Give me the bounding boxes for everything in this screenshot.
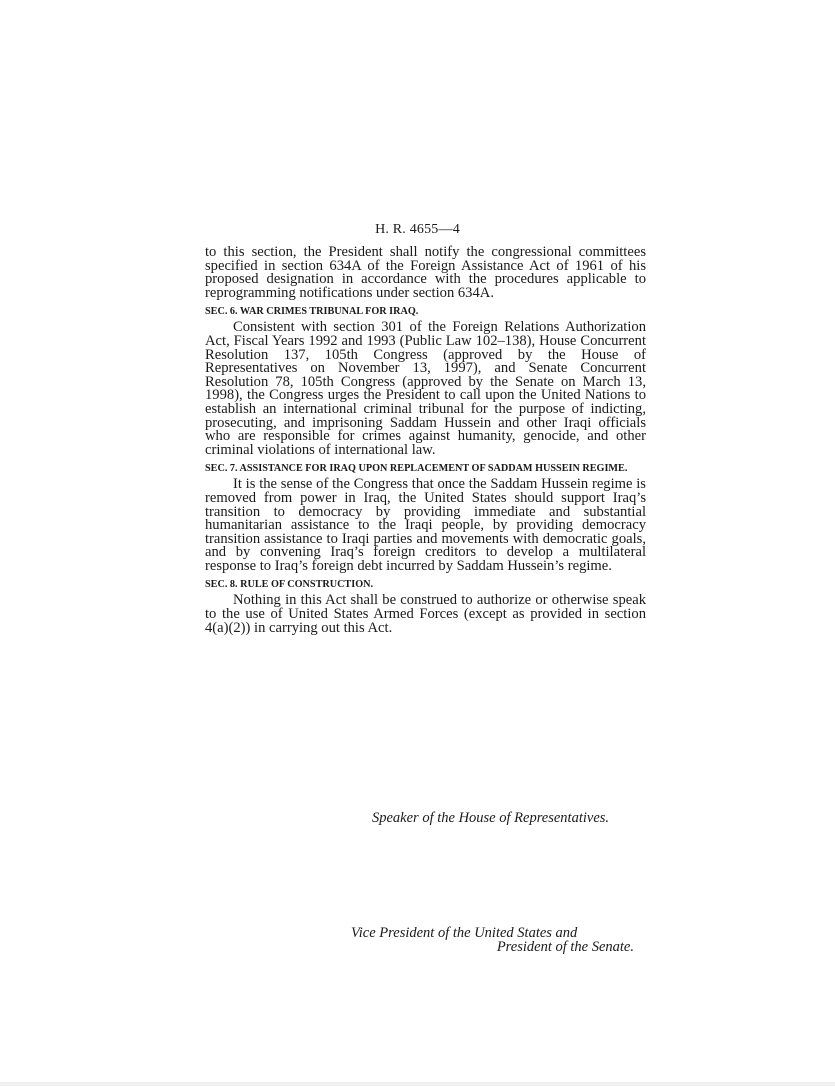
continuation-paragraph: to this section, the President shall notify the congressional committees specified in section 634A of the Foreign Assistance Act of 1961 of his proposed designation in accordance with the procedures applicable to reprogramming notifications under section 634A. <box>205 244 646 301</box>
vp-signature-line-1: Vice President of the United States and <box>351 925 578 941</box>
page-header: H. R. 4655—4 <box>375 222 460 237</box>
section-6-text: Consistent with section 301 of the Foreign Relations Authorization Act, Fiscal Years 1992 and 1993 (Public Law 102–138), House Concurrent Resolution 137, 105th Congress (approved by the House of Representatives on November 13, 1997), and Senate Concurrent Resolution 78, 105th Congress (approved by the Senate on March 13, 1998), the Congress urges the President to call upon the United Nations to establish an international criminal tribunal for the purpose of indicting, prosecuting, and imprisoning Saddam Hussein and other Iraqi officials who are responsible for crimes against humanity, genocide, and other criminal violations of international law. <box>205 319 646 458</box>
section-7-heading: SEC. 7. ASSISTANCE FOR IRAQ UPON REPLACEMENT OF SADDAM HUSSEIN REGIME. <box>205 463 628 475</box>
section-6-heading: SEC. 6. WAR CRIMES TRIBUNAL FOR IRAQ. <box>205 306 419 318</box>
vice-president-signature-block <box>351 926 634 954</box>
page-bottom-edge <box>0 1082 835 1086</box>
vp-signature-line-2: President of the Senate. <box>496 939 634 955</box>
section-7-text: It is the sense of the Congress that once the Saddam Hussein regime is removed from power in Iraq, the United States should support Iraq’s transition to democracy by providing immediate and substantial humanitarian assistance to the Iraqi people, by providing democracy transition assistance to Iraqi parties and movements with democratic goals, and by convening Iraq’s foreign creditors to develop a multilateral response to Iraq’s foreign debt incurred by Saddam Hussein’s regime. <box>205 476 646 574</box>
document-body <box>205 246 646 635</box>
section-8-heading: SEC. 8. RULE OF CONSTRUCTION. <box>205 579 374 591</box>
section-8-text: Nothing in this Act shall be construed to authorize or otherwise speak to the use of United States Armed Forces (except as provided in section 4(a)(2)) in carrying out this Act. <box>205 592 646 636</box>
speaker-signature-line: Speaker of the House of Representatives. <box>372 810 610 826</box>
